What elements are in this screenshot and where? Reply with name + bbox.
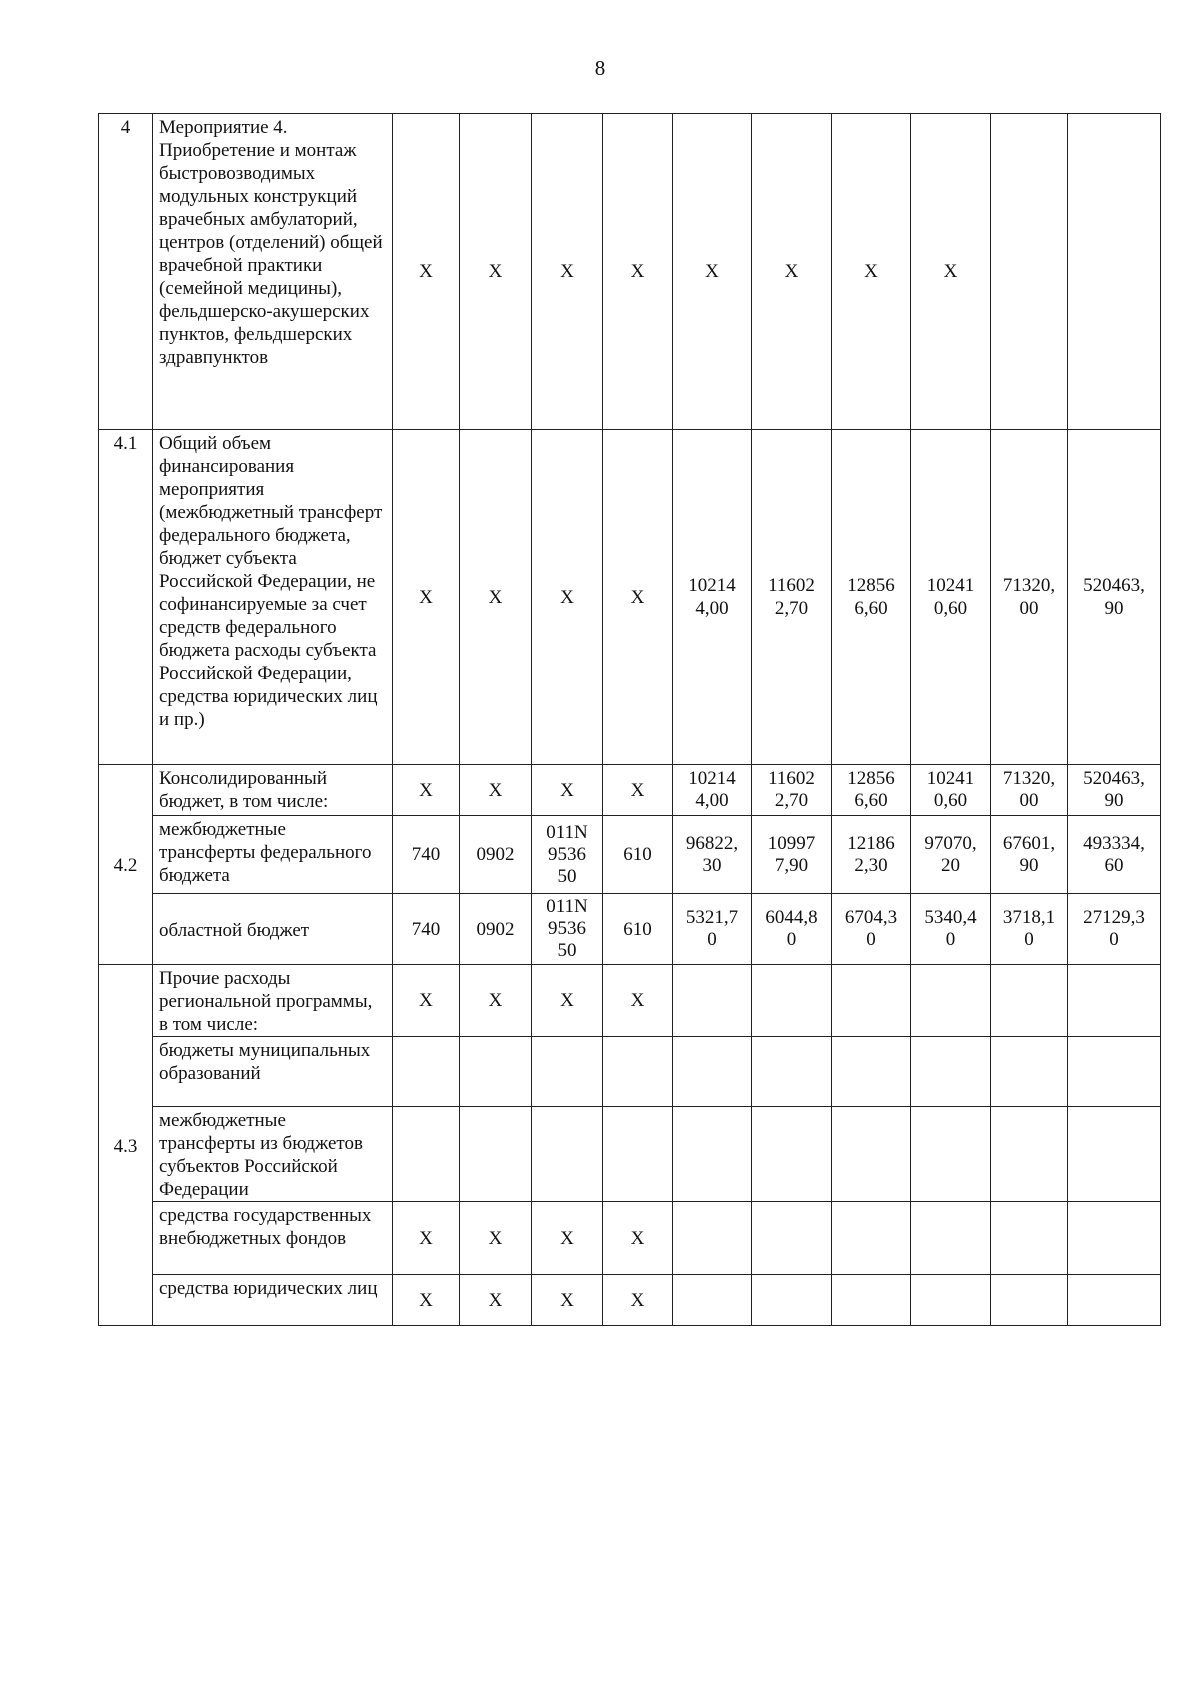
table-row	[99, 965, 1161, 1037]
table-cell: 0902	[460, 894, 532, 965]
financing-table	[98, 113, 1161, 1326]
row-description: средства государственных внебюджетных фондов	[153, 1202, 393, 1275]
table-cell	[532, 1037, 603, 1107]
table-cell: 12856 6,60	[832, 430, 911, 765]
row-description: Мероприятие 4. Приобретение и монтаж быстровозводимых модульных конструкций врачебных амбулаторий, центров (отделений) общей врачебной практики (семейной медицины), фельдшерско-акушерских пунктов, фельдшерских здравпунктов	[153, 114, 393, 430]
table-cell: 10214 4,00	[673, 765, 752, 816]
table-cell	[1068, 1037, 1161, 1107]
row-number: 4.3	[99, 965, 153, 1326]
table-cell: Х	[603, 1275, 673, 1326]
table-cell: 0902	[460, 816, 532, 894]
table-cell	[393, 1037, 460, 1107]
table-cell	[752, 1037, 832, 1107]
table-cell: Х	[460, 430, 532, 765]
table-cell: Х	[532, 430, 603, 765]
table-cell	[673, 1107, 752, 1202]
table-row	[99, 430, 1161, 765]
table-cell: Х	[393, 114, 460, 430]
table-cell: Х	[603, 430, 673, 765]
table-row	[99, 894, 1161, 965]
table-cell: 5321,7 0	[673, 894, 752, 965]
table-cell: 011N 9536 50	[532, 816, 603, 894]
table-cell	[752, 1107, 832, 1202]
table-cell: 6044,8 0	[752, 894, 832, 965]
table-row	[99, 1275, 1161, 1326]
table-cell	[911, 965, 991, 1037]
table-cell	[1068, 965, 1161, 1037]
row-number: 4	[99, 114, 153, 430]
table-cell	[832, 1275, 911, 1326]
table-row	[99, 114, 1161, 430]
table-cell	[991, 1202, 1068, 1275]
table-cell	[673, 1275, 752, 1326]
table-cell: 10241 0,60	[911, 430, 991, 765]
row-number: 4.2	[99, 765, 153, 965]
row-number: 4.1	[99, 430, 153, 765]
table-cell	[673, 1202, 752, 1275]
table-cell: 11602 2,70	[752, 765, 832, 816]
table-cell: 10241 0,60	[911, 765, 991, 816]
table-cell	[991, 1275, 1068, 1326]
table-cell: 520463, 90	[1068, 765, 1161, 816]
table-cell: Х	[532, 965, 603, 1037]
table-cell	[911, 1107, 991, 1202]
table-cell: 11602 2,70	[752, 430, 832, 765]
table-cell	[603, 1107, 673, 1202]
table-cell: Х	[532, 765, 603, 816]
table-cell: 6704,3 0	[832, 894, 911, 965]
table-cell: Х	[393, 965, 460, 1037]
table-cell: 740	[393, 894, 460, 965]
table-cell	[832, 1202, 911, 1275]
row-description: межбюджетные трансферты из бюджетов субъектов Российской Федерации	[153, 1107, 393, 1202]
table-cell	[1068, 1202, 1161, 1275]
table-cell	[1068, 1107, 1161, 1202]
table-cell	[991, 965, 1068, 1037]
row-description: Прочие расходы региональной программы, в том числе:	[153, 965, 393, 1037]
table-cell: Х	[393, 765, 460, 816]
table-cell: Х	[532, 1202, 603, 1275]
row-description: Общий объем финансирования мероприятия (межбюджетный трансферт федерального бюджета, бюджет субъекта Российской Федерации, не софинансируемые за счет средств федерального бюджета расходы субъекта Российской Федерации, средства юридических лиц и пр.)	[153, 430, 393, 765]
table-cell	[752, 1202, 832, 1275]
table-cell	[673, 1037, 752, 1107]
table-cell: Х	[603, 1202, 673, 1275]
table-cell	[911, 1037, 991, 1107]
table-row	[99, 765, 1161, 816]
table-cell: 71320, 00	[991, 765, 1068, 816]
table-cell: 10997 7,90	[752, 816, 832, 894]
table-cell: 12186 2,30	[832, 816, 911, 894]
table-cell	[832, 1107, 911, 1202]
table-cell	[532, 1107, 603, 1202]
row-description: областной бюджет	[153, 894, 393, 965]
table-cell: Х	[603, 965, 673, 1037]
table-cell: Х	[532, 114, 603, 430]
table-cell: 97070, 20	[911, 816, 991, 894]
table-cell	[832, 965, 911, 1037]
table-cell: Х	[460, 114, 532, 430]
table-cell: 12856 6,60	[832, 765, 911, 816]
table-cell: Х	[393, 430, 460, 765]
table-cell	[991, 1107, 1068, 1202]
table-cell: Х	[532, 1275, 603, 1326]
table-cell	[752, 965, 832, 1037]
table-cell	[911, 1202, 991, 1275]
row-description: средства юридических лиц	[153, 1275, 393, 1326]
table-cell	[832, 1037, 911, 1107]
row-description: Консолидированный бюджет, в том числе:	[153, 765, 393, 816]
table-cell	[991, 1037, 1068, 1107]
table-cell	[752, 1275, 832, 1326]
table-cell: Х	[460, 1202, 532, 1275]
table-cell: Х	[832, 114, 911, 430]
table-cell: 011N 9536 50	[532, 894, 603, 965]
table-cell: Х	[603, 114, 673, 430]
table-cell: Х	[911, 114, 991, 430]
table-cell: 10214 4,00	[673, 430, 752, 765]
table-cell: 610	[603, 894, 673, 965]
table-cell: 493334, 60	[1068, 816, 1161, 894]
table-row	[99, 1202, 1161, 1275]
table-cell: 96822, 30	[673, 816, 752, 894]
table-cell	[673, 965, 752, 1037]
table-cell: 67601, 90	[991, 816, 1068, 894]
row-description: бюджеты муниципальных образований	[153, 1037, 393, 1107]
table-row	[99, 1037, 1161, 1107]
table-cell: 71320, 00	[991, 430, 1068, 765]
table-row	[99, 1107, 1161, 1202]
table-cell: Х	[752, 114, 832, 430]
table-row	[99, 816, 1161, 894]
page-number: 8	[594, 56, 606, 80]
table-cell: 27129,3 0	[1068, 894, 1161, 965]
table-cell: 740	[393, 816, 460, 894]
table-cell	[460, 1107, 532, 1202]
table-cell	[911, 1275, 991, 1326]
table-cell: Х	[603, 765, 673, 816]
table-cell: Х	[393, 1202, 460, 1275]
row-description: межбюджетные трансферты федерального бюджета	[153, 816, 393, 894]
table-cell: 520463, 90	[1068, 430, 1161, 765]
table-cell: Х	[393, 1275, 460, 1326]
table-cell	[1068, 114, 1161, 430]
table-cell	[460, 1037, 532, 1107]
table-cell: Х	[673, 114, 752, 430]
table-cell: 3718,1 0	[991, 894, 1068, 965]
table-cell: 5340,4 0	[911, 894, 991, 965]
table-cell: 610	[603, 816, 673, 894]
table-cell	[603, 1037, 673, 1107]
table-cell	[393, 1107, 460, 1202]
table-cell	[1068, 1275, 1161, 1326]
table-cell	[991, 114, 1068, 430]
table-cell: Х	[460, 1275, 532, 1326]
table-cell: Х	[460, 965, 532, 1037]
table-cell: Х	[460, 765, 532, 816]
